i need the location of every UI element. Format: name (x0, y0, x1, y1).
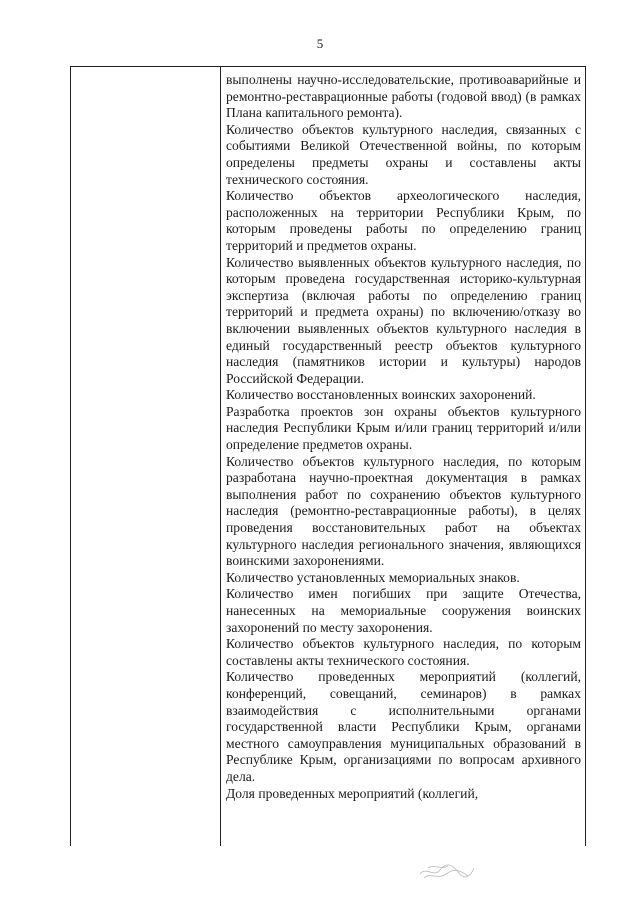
paragraph: Количество выявленных объектов культурного наследия, по которым проведена государственная историко-культурная экспертиза (включая работы по определению границ территорий и предмета охраны) по включению/отказу во включении выявленных объектов культурного наследия в единый государственный реестр объектов культурного наследия (памятников истории и культуры) народов Российской Федерации. (226, 254, 581, 386)
paragraph: Количество установленных мемориальных знаков. (226, 569, 520, 585)
paragraph: Количество объектов культурного наследия, связанных с событиями Великой Отечественной войны, по которым определены предметы охраны и составлены акты технического состояния. (226, 121, 581, 187)
page-number: 5 (316, 36, 324, 51)
paragraph: Количество имен погибших при защите Отечества, нанесенных на мемориальные сооружения воинских захоронений по месту захоронения. (226, 586, 581, 635)
document-table (70, 66, 586, 846)
paragraph: Количество объектов культурного наследия, по которым составлены акты технического состояния. (226, 636, 581, 668)
faint-stamp-mark (418, 860, 476, 884)
column-divider (220, 67, 221, 846)
paragraph: Количество объектов археологического наследия, расположенных на территории Республики Крым, по которым проведены работы по определению границ территорий и предметов охраны. (226, 188, 581, 253)
paragraph: выполнены научно-исследовательские, противоаварийные и ремонтно-реставрационные работы (годовой ввод) (в рамках Плана капитального ремонта). (226, 72, 581, 121)
paragraph: Количество проведенных мероприятий (коллегий, конференций, совещаний, семинаров) в рамках взаимодействия с исполнительными органами государственной власти Республики Крым, органами местного самоуправления муниципальных образований в Республике Крым, организациями по вопросам архивного дела. (226, 669, 581, 784)
paragraph: Количество восстановленных воинских захоронений. (226, 387, 536, 403)
paragraph: Доля проведенных мероприятий (коллегий, (226, 785, 479, 801)
paragraph: Разработка проектов зон охраны объектов культурного наследия Республики Крым и/или границ территорий и/или определение предметов охраны. (226, 403, 581, 453)
table-cell-content (226, 72, 581, 802)
paragraph: Количество объектов культурного наследия, по которым разработана научно-проектная документация в рамках выполнения работ по сохранению объектов культурного наследия (ремонтно-реставрационные работы), в целях проведения восстановительных работ на объектах культурного наследия регионального значения, являющихся воинскими захоронениями. (226, 453, 581, 569)
